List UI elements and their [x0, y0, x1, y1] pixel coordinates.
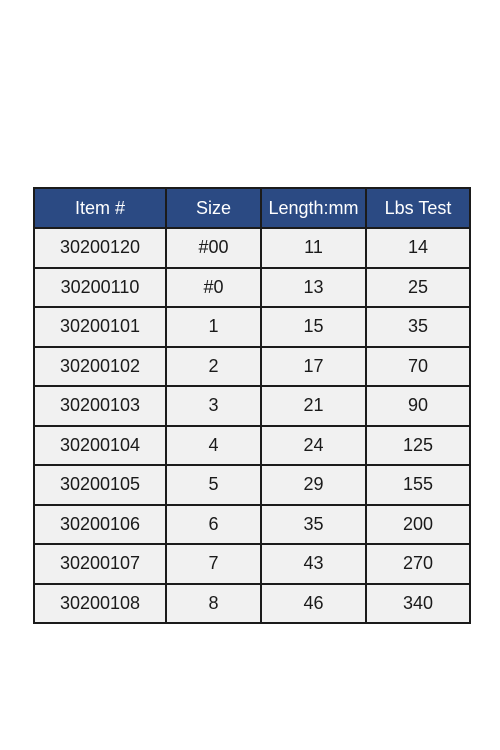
table-row — [34, 386, 470, 426]
table-body — [34, 228, 470, 623]
cell-lbs-test: 90 — [366, 386, 470, 426]
header-item-number: Item # — [34, 188, 166, 228]
cell-length: 24 — [261, 426, 366, 466]
cell-length: 46 — [261, 584, 366, 624]
cell-item-number: 30200110 — [34, 268, 166, 308]
cell-size: 1 — [166, 307, 261, 347]
cell-lbs-test: 340 — [366, 584, 470, 624]
table-row — [34, 584, 470, 624]
table-row — [34, 465, 470, 505]
table-row — [34, 347, 470, 387]
cell-lbs-test: 35 — [366, 307, 470, 347]
cell-lbs-test: 270 — [366, 544, 470, 584]
cell-item-number: 30200102 — [34, 347, 166, 387]
cell-length: 17 — [261, 347, 366, 387]
cell-lbs-test: 14 — [366, 228, 470, 268]
table-row — [34, 268, 470, 308]
cell-item-number: 30200104 — [34, 426, 166, 466]
cell-item-number: 30200108 — [34, 584, 166, 624]
header-length-mm: Length:mm — [261, 188, 366, 228]
cell-lbs-test: 155 — [366, 465, 470, 505]
header-row — [34, 188, 470, 228]
cell-lbs-test: 25 — [366, 268, 470, 308]
table-row — [34, 228, 470, 268]
cell-length: 11 — [261, 228, 366, 268]
table-row — [34, 505, 470, 545]
table-row — [34, 307, 470, 347]
spec-table — [33, 187, 471, 624]
cell-length: 29 — [261, 465, 366, 505]
cell-size: 2 — [166, 347, 261, 387]
cell-length: 13 — [261, 268, 366, 308]
cell-length: 35 — [261, 505, 366, 545]
cell-item-number: 30200107 — [34, 544, 166, 584]
cell-length: 43 — [261, 544, 366, 584]
cell-size: #00 — [166, 228, 261, 268]
cell-size: 4 — [166, 426, 261, 466]
cell-lbs-test: 125 — [366, 426, 470, 466]
cell-item-number: 30200101 — [34, 307, 166, 347]
cell-size: #0 — [166, 268, 261, 308]
cell-lbs-test: 70 — [366, 347, 470, 387]
cell-size: 8 — [166, 584, 261, 624]
cell-size: 3 — [166, 386, 261, 426]
table-header — [34, 188, 470, 228]
table-row — [34, 426, 470, 466]
cell-length: 15 — [261, 307, 366, 347]
cell-item-number: 30200103 — [34, 386, 166, 426]
table-row — [34, 544, 470, 584]
cell-size: 7 — [166, 544, 261, 584]
header-size: Size — [166, 188, 261, 228]
cell-lbs-test: 200 — [366, 505, 470, 545]
cell-size: 5 — [166, 465, 261, 505]
cell-item-number: 30200120 — [34, 228, 166, 268]
cell-size: 6 — [166, 505, 261, 545]
cell-length: 21 — [261, 386, 366, 426]
cell-item-number: 30200106 — [34, 505, 166, 545]
header-lbs-test: Lbs Test — [366, 188, 470, 228]
cell-item-number: 30200105 — [34, 465, 166, 505]
